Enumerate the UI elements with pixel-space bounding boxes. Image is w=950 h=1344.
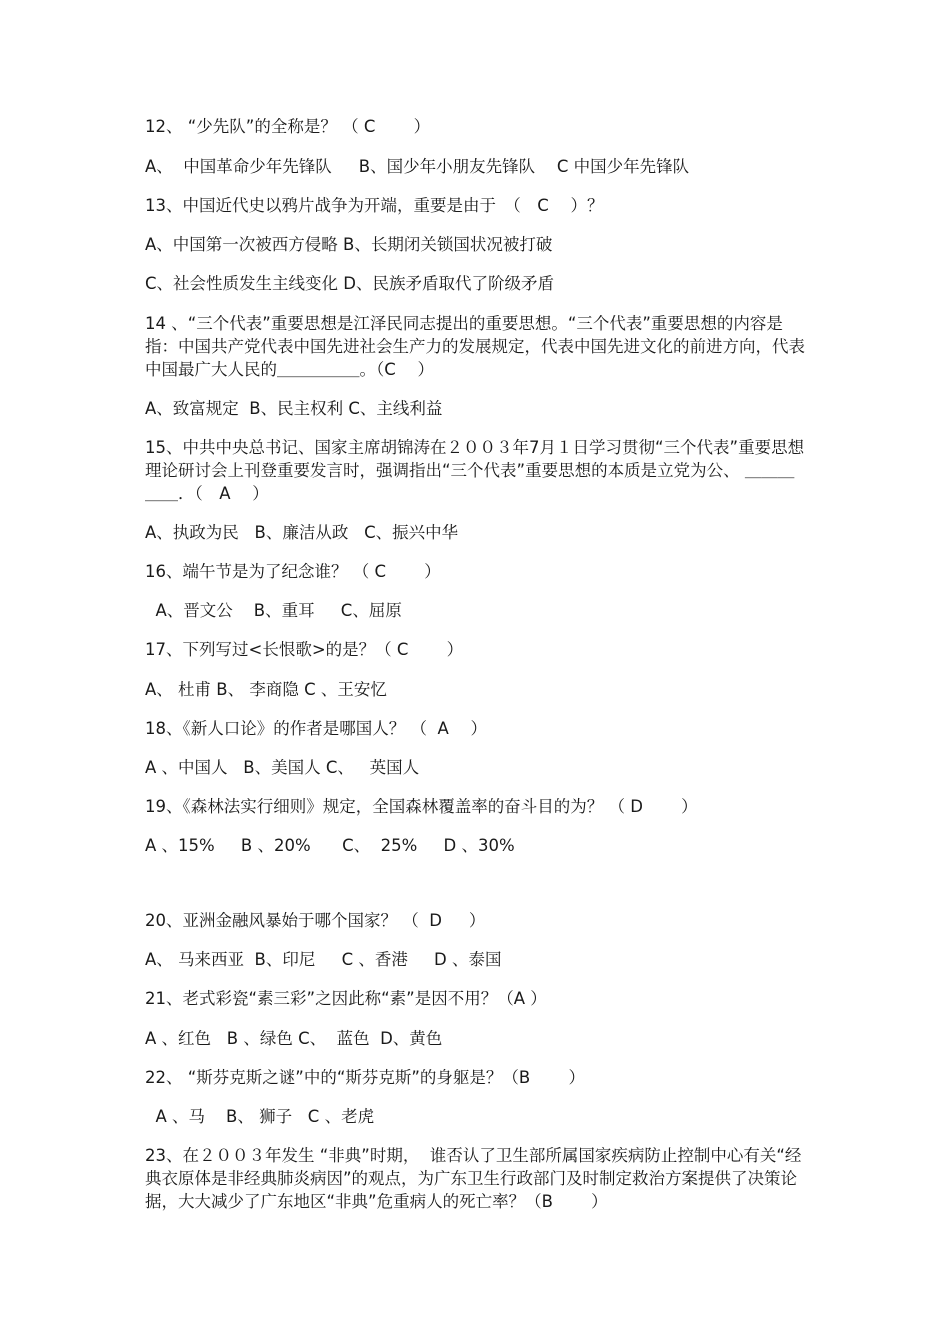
question-14: 14 、“三个代表”重要思想是江泽民同志提出的重要思想。“三个代表”重要思想的内容是指：中国共产党代表中国先进社会生产力的发展规定，代表中国先进文化的前进方向，代表中国最广大人民的＿＿＿＿＿。（C ）: [145, 314, 805, 379]
question-17: 17、下列写过<长恨歌>的是？（ C ）: [145, 640, 464, 659]
options-16: A、晋文公 B、重耳 C、屈原: [145, 601, 402, 620]
options-14: A、致富规定 B、民主权利 C、主线利益: [145, 399, 443, 418]
options-22: A 、马 B、 狮子 C 、老虎: [145, 1107, 375, 1126]
options-19: A 、15% B 、20% C、 25% D 、30%: [145, 836, 515, 855]
options-13-cd: C、社会性质发生主线变化 D、民族矛盾取代了阶级矛盾: [145, 274, 554, 293]
options-13-ab: A、中国第一次被西方侵略 B、长期闭关锁国状况被打破: [145, 235, 553, 254]
question-22: 22、 “斯芬克斯之谜”中的“斯芬克斯”的身躯是？（B ）: [145, 1068, 585, 1087]
options-21: A 、红色 B 、绿色 C、 蓝色 D、黄色: [145, 1029, 443, 1048]
question-12: 12、 “少先队”的全称是？ （ C ）: [145, 117, 431, 136]
options-17: A、 杜甫 B、 李商隐 C 、王安忆: [145, 680, 387, 699]
options-20: A、 马来西亚 B、印尼 C 、香港 D 、泰国: [145, 950, 502, 969]
options-18: A 、中国人 B、美国人 C、 英国人: [145, 758, 420, 777]
question-21: 21、老式彩瓷“素三彩”之因此称“素”是因不用？（A ）: [145, 989, 547, 1008]
question-18: 18、《新人口论》的作者是哪国人？ （ A ）: [145, 719, 488, 738]
options-12: A、 中国革命少年先锋队 B、国少年小朋友先锋队 C 中国少年先锋队: [145, 157, 690, 176]
options-15: A、执政为民 B、廉洁从政 C、振兴中华: [145, 523, 459, 542]
question-23: 23、在２００３年发生 “非典”时期， 谁否认了卫生部所属国家疾病防止控制中心有关“经典衣原体是非经典肺炎病因”的观点，为广东卫生行政部门及时制定救治方案提供了决策论据，大大减少了广东地区“非典”危重病人的死亡率？（B ）: [145, 1146, 802, 1211]
question-15: 15、中共中央总书记、国家主席胡锦涛在２００３年7月１日学习贯彻“三个代表”重要思想理论研讨会上刊登重要发言时，强调指出“三个代表”重要思想的本质是立党为公、 ＿＿＿＿＿．（ A ）: [145, 438, 805, 503]
question-19: 19、《森林法实行细则》规定，全国森林覆盖率的奋斗目的为？ （ D ）: [145, 797, 698, 816]
question-16: 16、端午节是为了纪念谁？ （ C ）: [145, 562, 441, 581]
question-13: 13、中国近代史以鸦片战争为开端，重要是由于 （ C ）？: [145, 196, 604, 215]
question-20: 20、亚洲金融风暴始于哪个国家？ （ D ）: [145, 911, 486, 930]
